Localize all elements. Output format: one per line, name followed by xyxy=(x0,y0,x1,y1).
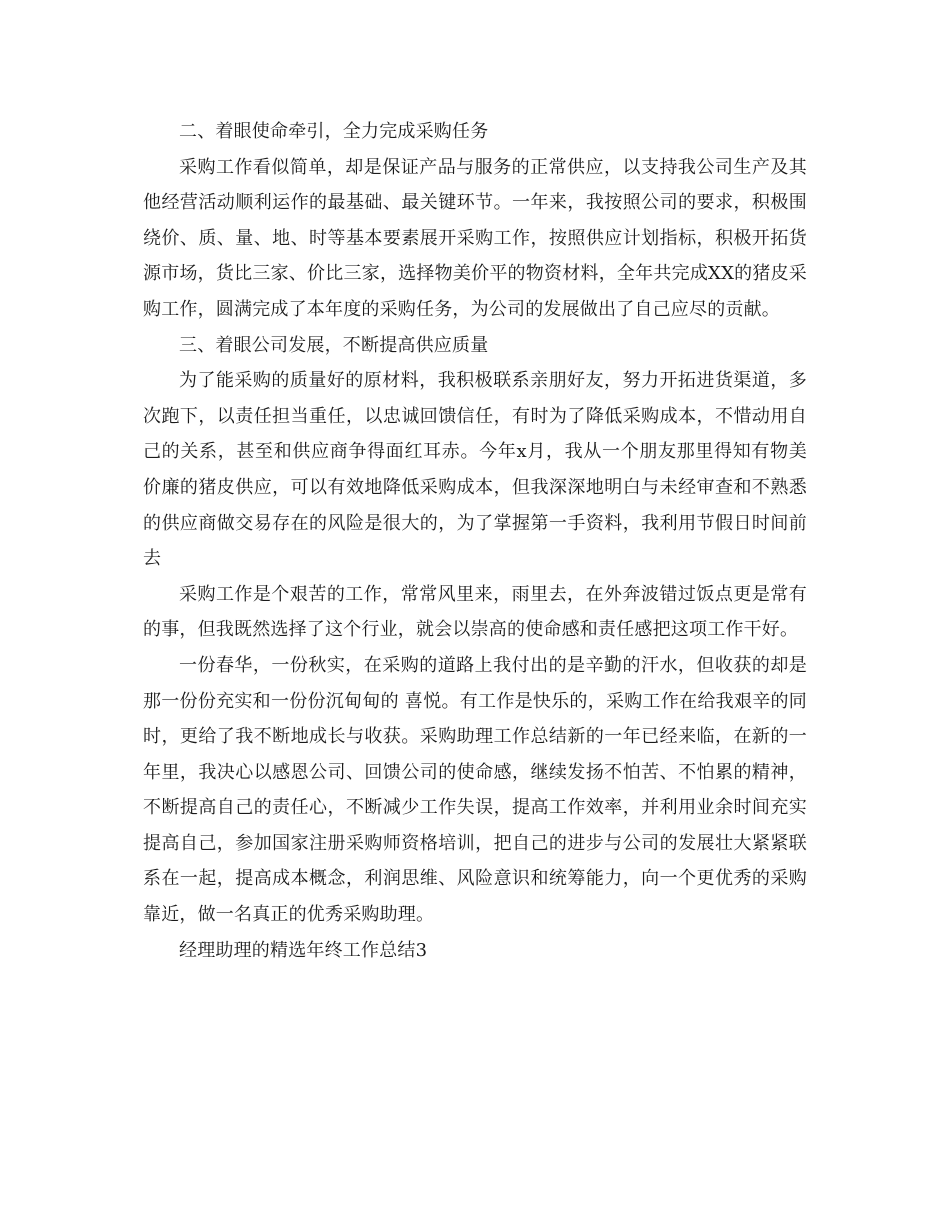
paragraph-summary-outlook: 一份春华，一份秋实，在采购的道路上我付出的是辛勤的汗水，但收获的却是那一份份充实和一份份沉甸甸的 喜悦。有工作是快乐的，采购工作在给我艰辛的同时，更给了我不断地成长与收获。采购助理工作总结新的一年已经来临，在新的一年里，我决心以感恩公司、回馈公司的使命感，继续发扬不怕苦、不怕累的精神，不断提高自己的责任心，不断减少工作失误，提高工作效率，并利用业余时间充实提高自己，参加国家注册采购师资格培训，把自己的进步与公司的发展壮大紧紧联系在一起，提高成本概念，利润思维、风险意识和统筹能力，向一个更优秀的采购靠近，做一名真正的优秀采购助理。 xyxy=(143,654,807,926)
paragraph-supply-quality: 为了能采购的质量好的原材料，我积极联系亲朋好友，努力开拓进货渠道，多次跑下，以责任担当重任，以忠诚回馈信任，有时为了降低采购成本，不惜动用自己的关系，甚至和供应商争得面红耳赤。今年x月，我从一个朋友那里得知有物美价廉的猪皮供应，可以有效地降低采购成本，但我深深地明白与未经审查和不熟悉的供应商做交易存在的风险是很大的，为了掌握第一手资料，我利用节假日时间前去 xyxy=(143,370,807,570)
section-heading-3: 三、着眼公司发展，不断提高供应质量 xyxy=(179,334,489,356)
section-heading-2: 二、着眼使命牵引，全力完成采购任务 xyxy=(179,121,489,142)
next-section-title: 经理助理的精选年终工作总结3 xyxy=(179,939,428,961)
document-body xyxy=(143,114,807,968)
paragraph-procurement-tasks: 采购工作看似简单，却是保证产品与服务的正常供应，以支持我公司生产及其他经营活动顺利运作的最基础、最关键环节。一年来，我按照公司的要求，积极围绕价、质、量、地、时等基本要素展开采购工作，按照供应计划指标，积极开拓货源市场，货比三家、价比三家，选择物美价平的物资材料，全年共完成XX的猪皮采购工作，圆满完成了本年度的采购任务，为公司的发展做出了自己应尽的贡献。 xyxy=(143,156,807,320)
paragraph-hard-work: 采购工作是个艰苦的工作，常常风里来，雨里去，在外奔波错过饭点更是常有的事，但我既然选择了这个行业，就会以崇高的使命感和责任感把这项工作干好。 xyxy=(143,583,807,641)
